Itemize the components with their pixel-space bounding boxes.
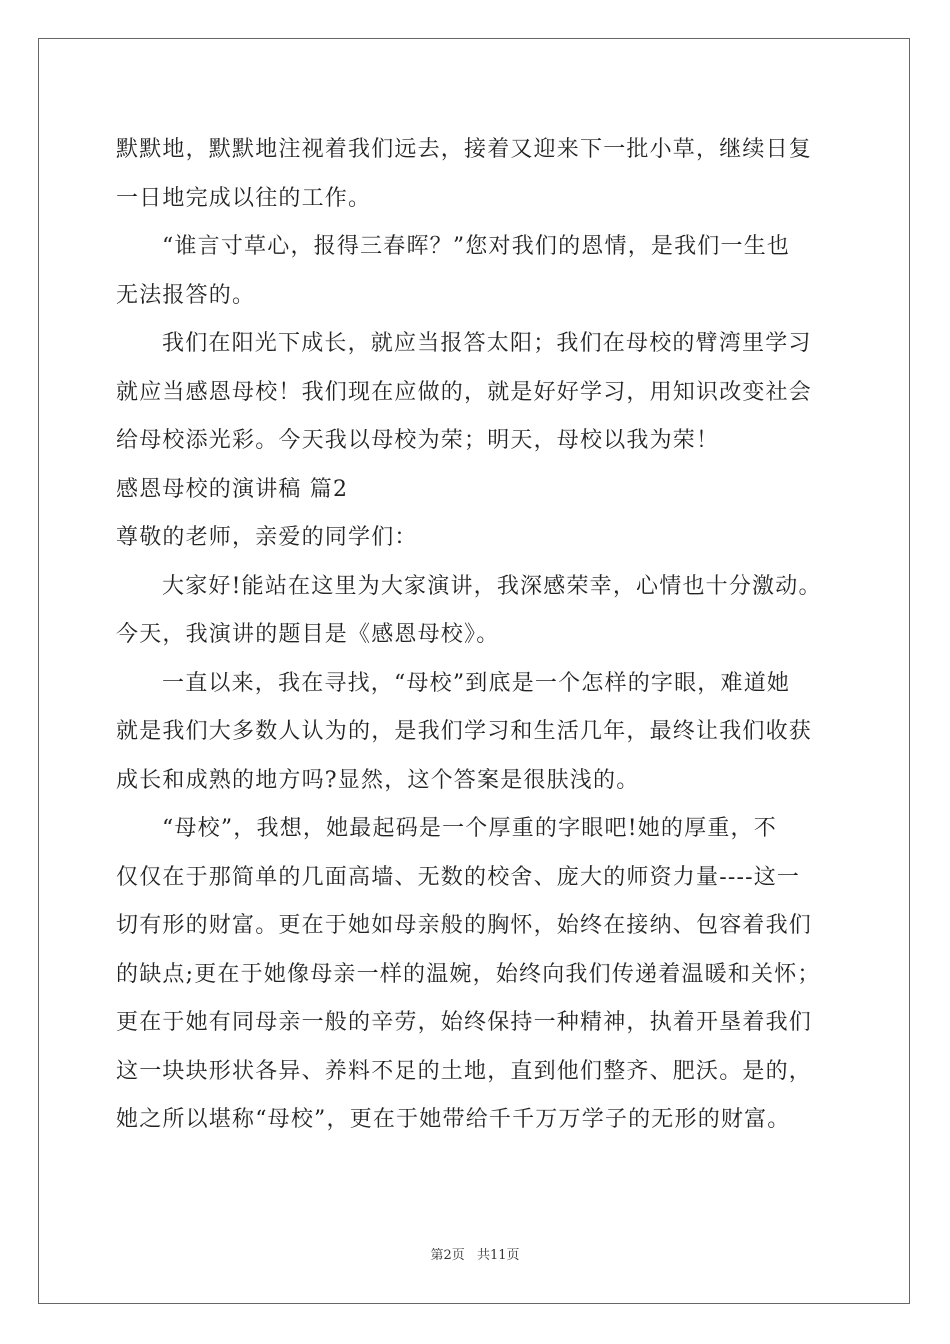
salutation <box>116 514 846 563</box>
text-line: 她之所以堪称“母校”，更在于她带给千千万万学子的无形的财富。 <box>116 1107 791 1132</box>
paragraph <box>116 805 846 1145</box>
text-line: 就应当感恩母校！我们现在应做的，就是好好学习，用知识改变社会 <box>116 379 813 405</box>
text-line: 给母校添光彩。今天我以母校为荣；明天，母校以我为荣！ <box>116 428 720 453</box>
text-line: 尊敬的老师，亲爱的同学们： <box>116 525 418 550</box>
document-body <box>116 126 846 1145</box>
text-line: 一直以来，我在寻找，“母校”到底是一个怎样的字眼，难道她 <box>162 670 791 696</box>
text-line: 无法报答的。 <box>116 282 256 308</box>
text-line: “母校”，我想，她最起码是一个厚重的字眼吧!她的厚重，不 <box>162 816 777 841</box>
paragraph <box>116 320 846 466</box>
paragraph <box>116 223 846 320</box>
paragraph <box>116 563 846 660</box>
text-line: 就是我们大多数人认为的，是我们学习和生活几年，最终让我们收获 <box>116 719 813 744</box>
text-line: 的缺点;更在于她像母亲一样的温婉，始终向我们传递着温暖和关怀； <box>116 961 821 987</box>
text-line: 默默地，默默地注视着我们远去，接着又迎来下一批小草，继续日复 <box>116 137 813 162</box>
paragraph <box>116 660 846 806</box>
section-heading <box>116 466 846 515</box>
page-number-total: 共11页 <box>476 1248 520 1263</box>
page-number-current: 第2页 <box>430 1248 465 1263</box>
text-line: 今天，我演讲的题目是《感恩母校》。 <box>116 622 500 647</box>
text-line: 更在于她有同母亲一般的辛劳，始终保持一种精神，执着开垦着我们 <box>116 1010 813 1035</box>
text-line: 成长和成熟的地方吗?显然，这个答案是很肤浅的。 <box>116 767 640 793</box>
text-line: “谁言寸草心，报得三春晖？”您对我们的恩情，是我们一生也 <box>162 234 791 259</box>
heading-text: 感恩母校的演讲稿 篇2 <box>116 476 349 502</box>
text-line: 切有形的财富。更在于她如母亲般的胸怀，始终在接纳、包容着我们 <box>116 913 813 938</box>
text-line: 仅仅在于那简单的几面高墙、无数的校舍、庞大的师资力量----这一 <box>116 864 801 890</box>
page-footer <box>0 1244 950 1263</box>
paragraph <box>116 126 846 223</box>
text-line: 大家好!能站在这里为大家演讲，我深感荣幸，心情也十分激动。 <box>162 573 822 599</box>
text-line: 一日地完成以往的工作。 <box>116 185 372 211</box>
text-line: 这一块块形状各异、养料不足的土地，直到他们整齐、肥沃。是的， <box>116 1058 813 1084</box>
text-line: 我们在阳光下成长，就应当报答太阳；我们在母校的臂湾里学习 <box>162 331 812 356</box>
